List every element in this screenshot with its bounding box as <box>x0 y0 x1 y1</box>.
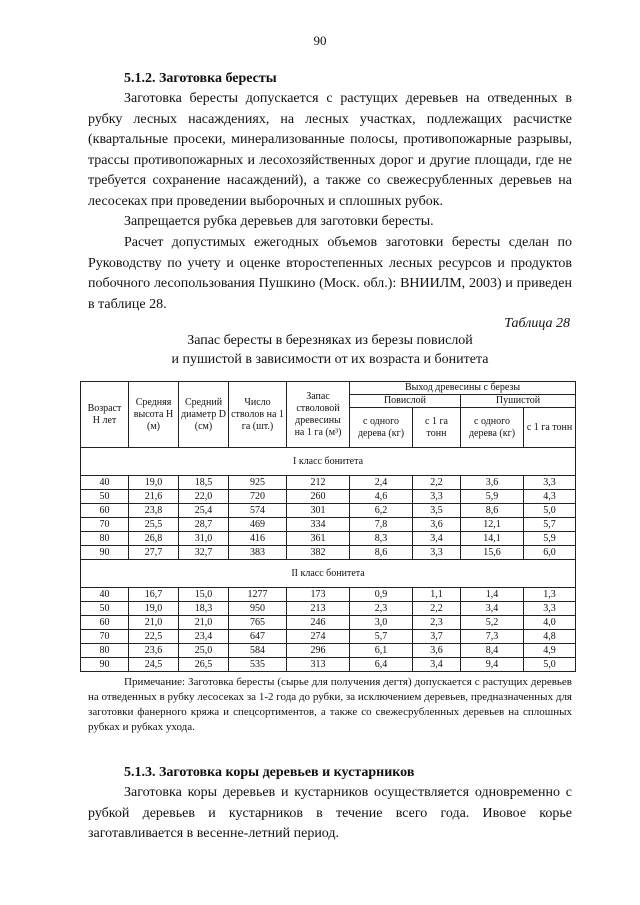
table-cell: 950 <box>229 602 287 616</box>
table-row <box>81 504 576 518</box>
table-row <box>81 658 576 672</box>
table-cell: 2,3 <box>350 602 413 616</box>
table-cell: 12,1 <box>461 518 524 532</box>
table-cell: 301 <box>287 504 350 518</box>
table-cell: 18,3 <box>179 602 229 616</box>
header-avg-diameter: Средний диаметр D (см) <box>179 382 229 448</box>
table-title-line-1: Запас бересты в березняках из березы повислой <box>187 333 473 348</box>
table-cell: 25,5 <box>129 518 179 532</box>
bonitet-class-label: II класс бонитета <box>81 560 576 588</box>
table-cell: 647 <box>229 630 287 644</box>
table-cell: 3,6 <box>461 476 524 490</box>
table-cell: 19,0 <box>129 602 179 616</box>
table-row <box>81 602 576 616</box>
table-cell: 3,4 <box>413 532 461 546</box>
table-row <box>81 644 576 658</box>
table-cell: 3,3 <box>524 602 576 616</box>
table-cell: 3,3 <box>524 476 576 490</box>
table-cell: 80 <box>81 532 129 546</box>
bonitet-class-label: I класс бонитета <box>81 448 576 476</box>
table-cell: 4,9 <box>524 644 576 658</box>
table-cell: 9,4 <box>461 658 524 672</box>
table-cell: 8,6 <box>461 504 524 518</box>
table-cell: 1,3 <box>524 588 576 602</box>
table-label: Таблица 28 <box>504 316 570 331</box>
note-text: Примечание: Заготовка бересты (сырье для получения дегтя) допускается с растущих деревьев на отведенных в рубку лесосеках за 1-2 года до рубки, за исключением деревьев, предназначенных для заготовки фанерного кряжа и спецсортиментов, а также со свежесрубленных деревьев на сплошных рубках и рубках ухода. <box>88 676 572 733</box>
table-cell: 1277 <box>229 588 287 602</box>
table-cell: 535 <box>229 658 287 672</box>
table-cell: 574 <box>229 504 287 518</box>
table-cell: 361 <box>287 532 350 546</box>
table-cell: 173 <box>287 588 350 602</box>
header-per-ha-silver: с 1 га тонн <box>413 408 461 448</box>
table-cell: 23,6 <box>129 644 179 658</box>
table-cell: 584 <box>229 644 287 658</box>
table-cell: 383 <box>229 546 287 560</box>
table-cell: 6,0 <box>524 546 576 560</box>
table-cell: 3,7 <box>413 630 461 644</box>
table-cell: 5,7 <box>524 518 576 532</box>
table-cell: 1,1 <box>413 588 461 602</box>
paragraph-bark-harvest-permitted <box>88 89 572 213</box>
page-number: 90 <box>313 33 327 48</box>
header-per-ha-downy: с 1 га тонн <box>524 408 576 448</box>
paragraph-bark-harvest <box>88 783 572 845</box>
table-cell: 3,5 <box>413 504 461 518</box>
table-cell: 274 <box>287 630 350 644</box>
paragraph-text: Заготовка бересты допускается с растущих деревьев на отведенных в рубку лесных насаждениях, на лесных участках, подлежащих расчистке (квартальные просеки, минерализованные полосы, противопожарные разрывы, трассы противопожарных и лесохозяйственных дорог и другие площади, где не требуется сохранение насаждений), а также со свежесрубленных деревьев на лесосеках при проведении выборочных и сплошных рубок. <box>88 91 572 209</box>
table-cell: 313 <box>287 658 350 672</box>
table-row <box>81 630 576 644</box>
section-heading-bark: 5.1.3. Заготовка коры деревьев и кустарников <box>124 765 415 780</box>
table-cell: 334 <box>287 518 350 532</box>
table-cell: 2,2 <box>413 602 461 616</box>
table-cell: 16,7 <box>129 588 179 602</box>
table-row <box>81 616 576 630</box>
table-cell: 22,5 <box>129 630 179 644</box>
table-row <box>81 532 576 546</box>
table-cell: 31,0 <box>179 532 229 546</box>
table-cell: 60 <box>81 616 129 630</box>
table-cell: 24,5 <box>129 658 179 672</box>
birch-bark-stock-table <box>80 381 576 672</box>
table-cell: 8,6 <box>350 546 413 560</box>
table-cell: 90 <box>81 658 129 672</box>
table-cell: 3,0 <box>350 616 413 630</box>
table-cell: 3,4 <box>413 658 461 672</box>
table-cell: 3,3 <box>413 546 461 560</box>
table-cell: 22,0 <box>179 490 229 504</box>
table-cell: 3,4 <box>461 602 524 616</box>
table-cell: 2,2 <box>413 476 461 490</box>
table-cell: 70 <box>81 518 129 532</box>
table-cell: 70 <box>81 630 129 644</box>
table-cell: 469 <box>229 518 287 532</box>
header-age: Возраст Н лет <box>81 382 129 448</box>
table-cell: 3,6 <box>413 518 461 532</box>
table-cell: 40 <box>81 588 129 602</box>
table-cell: 5,7 <box>350 630 413 644</box>
table-cell: 5,9 <box>524 532 576 546</box>
table-cell: 246 <box>287 616 350 630</box>
paragraph-text: Запрещается рубка деревьев для заготовки бересты. <box>124 214 434 229</box>
header-per-tree-silver: с одного дерева (кг) <box>350 408 413 448</box>
table-cell: 0,9 <box>350 588 413 602</box>
table-row <box>81 476 576 490</box>
table-cell: 4,3 <box>524 490 576 504</box>
table-cell: 925 <box>229 476 287 490</box>
table-cell: 21,0 <box>179 616 229 630</box>
table-cell: 90 <box>81 546 129 560</box>
table-cell: 40 <box>81 476 129 490</box>
table-cell: 15,0 <box>179 588 229 602</box>
table-cell: 80 <box>81 644 129 658</box>
table-cell: 212 <box>287 476 350 490</box>
header-avg-height: Средняя высота Н (м) <box>129 382 179 448</box>
table-cell: 213 <box>287 602 350 616</box>
table-cell: 4,0 <box>524 616 576 630</box>
table-cell: 14,1 <box>461 532 524 546</box>
table-cell: 720 <box>229 490 287 504</box>
table-cell: 765 <box>229 616 287 630</box>
header-silver-birch: Повислой <box>350 395 461 408</box>
table-cell: 8,3 <box>350 532 413 546</box>
section-heading-birch-bark: 5.1.2. Заготовка бересты <box>124 71 277 86</box>
table-cell: 32,7 <box>179 546 229 560</box>
table-row <box>81 518 576 532</box>
table-cell: 2,4 <box>350 476 413 490</box>
class-row <box>81 560 576 588</box>
table-cell: 8,4 <box>461 644 524 658</box>
paragraph-text: Заготовка коры деревьев и кустарников осуществляется одновременно с рубкой деревьев и кустарников в течение всего года. Ивовое корье заготавливается в весенне-летний период. <box>88 785 572 842</box>
table-title-line-2: и пушистой в зависимости от их возраста и бонитета <box>171 352 489 367</box>
table-cell: 25,4 <box>179 504 229 518</box>
table-cell: 50 <box>81 602 129 616</box>
table-cell: 4,8 <box>524 630 576 644</box>
paragraph-felling-prohibited <box>88 212 572 233</box>
class-row <box>81 448 576 476</box>
table-cell: 23,8 <box>129 504 179 518</box>
table-cell: 26,8 <box>129 532 179 546</box>
table-cell: 3,6 <box>413 644 461 658</box>
table-note <box>88 675 572 735</box>
table-cell: 7,8 <box>350 518 413 532</box>
table-cell: 296 <box>287 644 350 658</box>
header-per-tree-downy: с одного дерева (кг) <box>461 408 524 448</box>
table-cell: 382 <box>287 546 350 560</box>
paragraph-text: Расчет допустимых ежегодных объемов заготовки бересты сделан по Руководству по учету и оценке второстепенных лесных ресурсов и продуктов побочного лесопользования Пушкино (Моск. обл.): ВНИИЛМ, 2003) и приведен в таблице 28. <box>88 235 572 312</box>
table-cell: 7,3 <box>461 630 524 644</box>
table-cell: 21,0 <box>129 616 179 630</box>
table-row <box>81 546 576 560</box>
table-cell: 5,0 <box>524 504 576 518</box>
table-cell: 27,7 <box>129 546 179 560</box>
table-cell: 18,5 <box>179 476 229 490</box>
table-cell: 260 <box>287 490 350 504</box>
table-cell: 50 <box>81 490 129 504</box>
table-cell: 4,6 <box>350 490 413 504</box>
table-cell: 21,6 <box>129 490 179 504</box>
paragraph-calculation-source <box>88 233 572 315</box>
table-cell: 6,4 <box>350 658 413 672</box>
table-cell: 25,0 <box>179 644 229 658</box>
header-downy-birch: Пушистой <box>461 395 576 408</box>
header-tree-count: Число стволов на 1 га (шт.) <box>229 382 287 448</box>
table-cell: 6,2 <box>350 504 413 518</box>
table-cell: 28,7 <box>179 518 229 532</box>
table-row <box>81 490 576 504</box>
table-cell: 5,2 <box>461 616 524 630</box>
table-cell: 26,5 <box>179 658 229 672</box>
table-cell: 23,4 <box>179 630 229 644</box>
table-cell: 15,6 <box>461 546 524 560</box>
table-cell: 5,0 <box>524 658 576 672</box>
table-cell: 3,3 <box>413 490 461 504</box>
table-cell: 6,1 <box>350 644 413 658</box>
header-wood-stock: Запас стволовой древесины на 1 га (м³) <box>287 382 350 448</box>
table-row <box>81 588 576 602</box>
table-cell: 416 <box>229 532 287 546</box>
table-cell: 5,9 <box>461 490 524 504</box>
header-yield-from-birch: Выход древесины с березы <box>350 382 576 395</box>
table-cell: 19,0 <box>129 476 179 490</box>
table-cell: 1,4 <box>461 588 524 602</box>
table-cell: 60 <box>81 504 129 518</box>
table-title <box>88 331 572 369</box>
table-cell: 2,3 <box>413 616 461 630</box>
